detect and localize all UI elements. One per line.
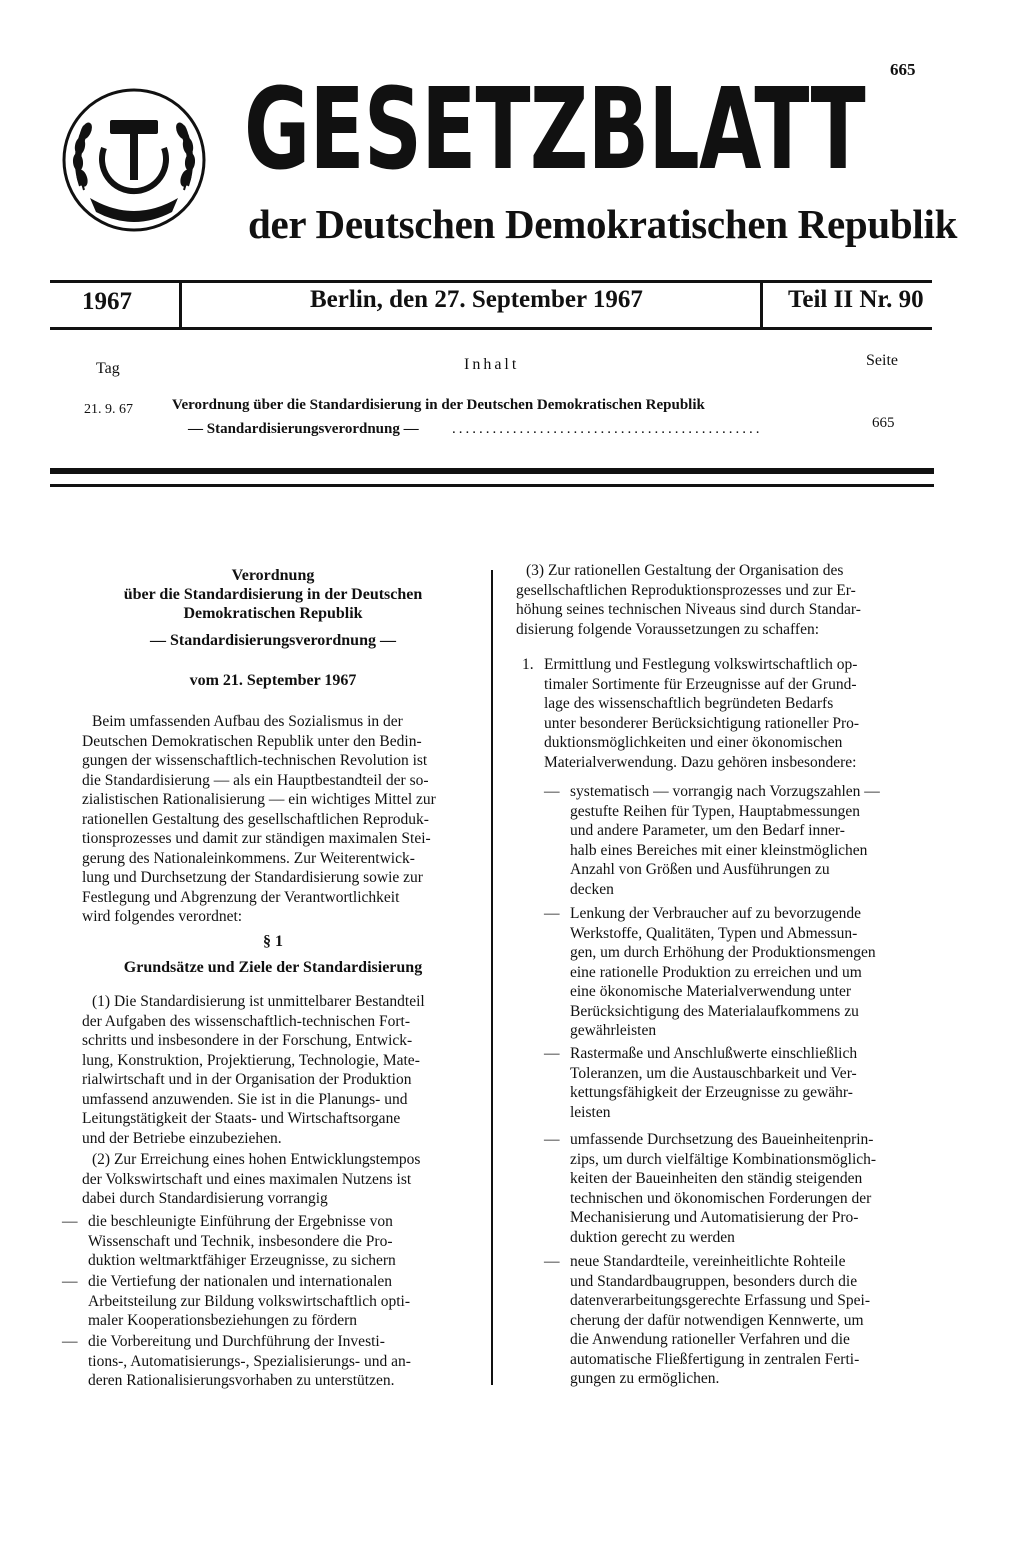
preamble-line: gungen der wissenschaftlich-technischen Revolution ist (82, 752, 428, 769)
gazette-title: GESETZBLATT (244, 65, 865, 195)
left-column (82, 566, 464, 691)
list-dash: — (544, 1131, 560, 1148)
toc-entry-subtitle: — Standardisierungsverordnung — (188, 421, 419, 437)
paragraph-3 (516, 561, 932, 639)
para1-line: rialwirtschaft und in der Organisation der Produktion (82, 1071, 412, 1088)
para3-line: höhung seines technischen Niveaus sind durch Standar- (516, 601, 861, 618)
list-item-line: Toleranzen, um die Austauschbarkeit und Ver- (570, 1064, 857, 1082)
toc-leader-dots: .............................................. (452, 421, 763, 437)
list-item-line: datenverarbeitungsgerechte Erfassung und Spei- (570, 1292, 870, 1309)
list-item-line: Berücksichtigung des Materialaufkommens zu (570, 1002, 859, 1020)
preamble-line: wird folgendes verordnet: (82, 908, 243, 925)
list-item-line: die beschleunigte Einführung der Ergebnisse von (88, 1213, 393, 1230)
list-item-line: technischen und ökonomischen Forderungen der (570, 1189, 872, 1207)
para1-line: der Aufgaben des wissenschaftlich-technischen Fort- (82, 1012, 410, 1030)
preamble-line: gerung des Nationaleinkommens. Zur Weiterentwick- (82, 849, 415, 867)
page-number: 665 (890, 60, 916, 79)
item-number: 1. (522, 656, 534, 673)
list-item-line: duktion weltmarktfähiger Erzeugnisse, zu sichern (88, 1252, 396, 1269)
toc-inhalt-label: Inhalt (464, 356, 520, 373)
para1-line: Leitungstätigkeit der Staats- und Wirtschaftsorgane (82, 1110, 401, 1127)
para1-line: und der Betriebe einzubeziehen. (82, 1129, 282, 1147)
state-emblem-icon (60, 86, 208, 234)
list-item-line: Rastermaße und Anschlußwerte einschließlich (570, 1045, 858, 1062)
preamble-line: Beim umfassenden Aufbau des Sozialismus in der (92, 713, 403, 730)
toc-seite-label: Seite (866, 352, 898, 369)
preamble-line: Festlegung und Abgrenzung der Verantwortlichkeit (82, 888, 400, 906)
list-item-line: leisten (570, 1103, 611, 1121)
ordinance-title-line: Demokratischen Republik (183, 605, 363, 622)
list-item-line: die Anwendung rationeller Verfahren und die (570, 1331, 850, 1348)
toc-entry-page: 665 (872, 415, 895, 431)
toc-rule-thick (50, 468, 934, 474)
list-item-line: gewährleisten (570, 1022, 657, 1039)
preamble-line: rationellen Gestaltung des gesellschaftlichen Reproduk- (82, 810, 429, 828)
para1-line: umfassend anzuwenden. Sie ist in die Planungs- und (82, 1090, 408, 1108)
toc-tag-label: Tag (96, 360, 120, 377)
item-line: unter besonderer Berücksichtigung rationeller Pro- (544, 714, 860, 732)
column-divider (491, 570, 493, 1385)
ordinance-title-line: über die Standardisierung in der Deutschen (123, 586, 423, 603)
ordinance-date: vom 21. September 1967 (189, 672, 357, 689)
list-item-line: und Standardbaugruppen, besonders durch die (570, 1272, 858, 1290)
list-item-line: tions-, Automatisierungs-, Spezialisierungs- und an- (88, 1352, 411, 1370)
list-item-line: und andere Parameter, um den Bedarf inner- (570, 822, 845, 839)
para1-line: schritts und insbesondere in der Forschung, Entwick- (82, 1032, 413, 1049)
list-item-line: Lenkung der Verbraucher auf zu bevorzugende (570, 905, 862, 922)
issue-part-number: Teil II Nr. 90 (788, 286, 924, 313)
list-item-line: die Vertiefung der nationalen und internationalen (88, 1273, 393, 1290)
list-item-line: Werkstoffe, Qualitäten, Typen und Abmessun- (570, 924, 858, 942)
para2-line: (2) Zur Erreichung eines hohen Entwicklungstempos (92, 1151, 421, 1168)
list-item-line: halb eines Bereiches mit einer kleinstmöglichen (570, 841, 868, 859)
section-title: Grundsätze und Ziele der Standardisierung (123, 959, 423, 976)
toc-entry-title: Verordnung über die Standardisierung in der Deutschen Demokratischen Republik (172, 397, 705, 413)
para1-line: lung, Konstruktion, Projektierung, Technologie, Mate- (82, 1051, 420, 1069)
preamble-line: tionsprozesses und damit zur ständigen maximalen Stei- (82, 830, 431, 847)
list-item-line: zips, um durch vielfältige Kombinationsmöglich- (570, 1150, 877, 1168)
list-item-line: Arbeitsteilung zur Bildung volkswirtschaftlich opti- (88, 1292, 411, 1310)
list-item-line: cherung der dafür notwendigen Kennwerte, um (570, 1311, 864, 1329)
para3-line: disierung folgende Voraussetzungen zu schaffen: (516, 620, 820, 638)
list-item-line: eine ökonomische Materialverwendung unter (570, 983, 852, 1000)
list-item-line: gen, um durch Erhöhung der Produktionsmengen (570, 944, 876, 961)
item-line: timaler Sortimente für Erzeugnisse auf der Grund- (544, 675, 857, 693)
para2-line: dabei durch Standardisierung vorrangig (82, 1190, 328, 1207)
para2-line: der Volkswirtschaft und eines maximalen Nutzens ist (82, 1170, 412, 1188)
ordinance-short-title: — Standardisierungsverordnung — (150, 632, 396, 649)
list-item-line: eine rationelle Produktion zu erreichen und um (570, 963, 862, 981)
list-item-line: gestufte Reihen für Typen, Hauptabmessungen (570, 802, 861, 820)
list-dash: — (544, 783, 560, 800)
list-item-line: keiten der Baueinheiten den ständig steigenden (570, 1170, 863, 1187)
preamble (82, 712, 454, 927)
list-dash: — (62, 1273, 78, 1290)
para3-line: (3) Zur rationellen Gestaltung der Organisation des (526, 562, 844, 579)
issue-date: Berlin, den 27. September 1967 (310, 286, 643, 313)
list-dash: — (62, 1213, 78, 1230)
list-item-line: deren Rationalisierungsvorhaben zu unterstützen. (88, 1372, 395, 1389)
section-number: § 1 (263, 933, 283, 950)
preamble-line: die Standardisierung — als ein Hauptbestandteil der so- (82, 771, 429, 789)
preamble-line: zialistischen Rationalisierung — ein wichtiges Mittel zur (82, 791, 436, 808)
list-dash: — (544, 1253, 560, 1270)
list-dash: — (62, 1333, 78, 1350)
preamble-line: lung und Durchsetzung der Standardisierung sowie zur (82, 869, 423, 886)
item-line: Ermittlung und Festlegung volkswirtschaftlich op- (544, 656, 858, 673)
issue-year: 1967 (82, 288, 132, 315)
para1-line: (1) Die Standardisierung ist unmittelbarer Bestandteil (92, 993, 425, 1010)
list-item-line: Anzahl von Größen und Ausführungen zu (570, 861, 830, 878)
list-item-line: gungen zu ermöglichen. (570, 1370, 720, 1387)
list-item-line: Mechanisierung und Automatisierung der Pro- (570, 1209, 859, 1226)
list-item-line: die Vorbereitung und Durchführung der Investi- (88, 1333, 385, 1350)
list-item-line: umfassende Durchsetzung des Baueinheitenprin- (570, 1131, 874, 1148)
list-item-line: automatische Fließfertigung in zentralen Ferti- (570, 1350, 860, 1368)
list-dash: — (544, 905, 560, 922)
item-line: Materialverwendung. Dazu gehören insbesondere: (544, 753, 857, 771)
gazette-subtitle: der Deutschen Demokratischen Republik (248, 201, 958, 247)
toc-entry-date: 21. 9. 67 (84, 402, 133, 417)
item-line: duktionsmöglichkeiten und einer ökonomischen (544, 734, 843, 751)
paragraph-2 (82, 1150, 454, 1209)
list-dash: — (544, 1045, 560, 1062)
para3-line: gesellschaftlichen Reproduktionsprozesses und zur Er- (516, 581, 856, 599)
list-item-line: decken (570, 880, 614, 898)
list-item-line: maler Kooperationsbeziehungen zu fördern (88, 1312, 357, 1329)
preamble-line: Deutschen Demokratischen Republik unter den Bedin- (82, 732, 422, 750)
ordinance-title-line: Verordnung (231, 567, 315, 584)
toc-rule-thin (50, 484, 934, 487)
list-item-line: neue Standardteile, vereinheitlichte Rohteile (570, 1253, 846, 1270)
list-item-line: systematisch — vorrangig nach Vorzugszahlen — (570, 783, 880, 800)
item-line: lage des wissenschaftlich begründeten Bedarfs (544, 695, 834, 712)
list-item-line: duktion gerecht zu werden (570, 1228, 735, 1246)
list-item-line: kettungsfähigkeit der Erzeugnisse zu gewähr- (570, 1084, 853, 1101)
list-item-line: Wissenschaft und Technik, insbesondere die Pro- (88, 1232, 393, 1250)
paragraph-1 (82, 992, 454, 1148)
